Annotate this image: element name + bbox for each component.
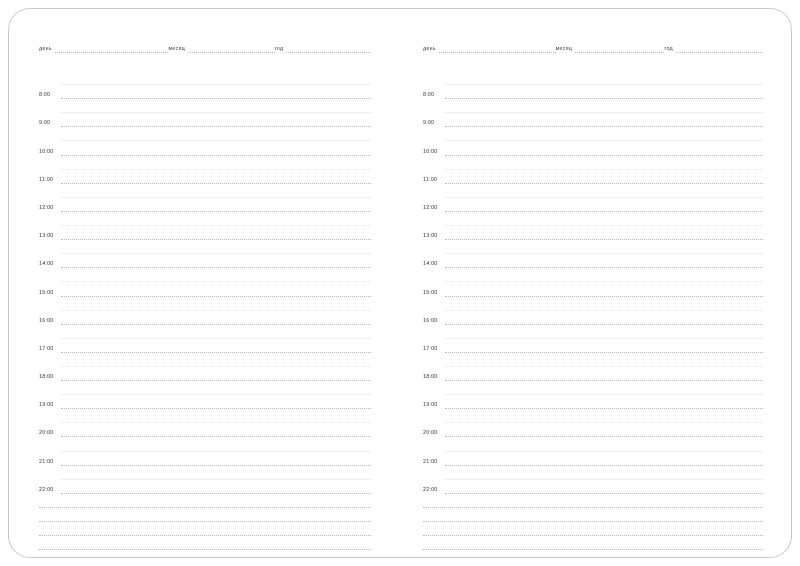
hour-label: 16:00: [423, 317, 438, 324]
month-label: месяц: [168, 46, 188, 53]
half-hour-rule: [445, 140, 763, 141]
half-hour-rule: [445, 451, 763, 452]
hour-label: 17:00: [423, 345, 438, 352]
month-field-right[interactable]: [556, 37, 665, 53]
hour-row[interactable]: [39, 184, 371, 212]
hour-row[interactable]: [39, 268, 371, 296]
hour-writing-line[interactable]: [445, 426, 763, 437]
year-field-right[interactable]: [664, 37, 763, 53]
hour-row[interactable]: [39, 240, 371, 268]
hour-row[interactable]: [39, 99, 371, 127]
hour-label: 22:00: [39, 486, 54, 493]
month-input-line[interactable]: [575, 43, 664, 53]
hour-label: 19:00: [39, 402, 54, 409]
half-hour-rule: [61, 479, 371, 480]
hour-writing-line[interactable]: [61, 314, 371, 325]
note-lines-right: [423, 494, 763, 550]
date-header-right: [423, 37, 763, 53]
hour-label: 8:00: [39, 92, 51, 99]
hour-label: 13:00: [423, 233, 438, 240]
hour-row[interactable]: [423, 466, 763, 494]
month-field-left[interactable]: [168, 37, 274, 53]
half-hour-rule: [61, 366, 371, 367]
hour-row[interactable]: [39, 325, 371, 353]
half-hour-rule: [445, 225, 763, 226]
hour-row[interactable]: [39, 353, 371, 381]
half-hour-rule: [61, 84, 371, 85]
hour-label: 20:00: [423, 430, 438, 437]
month-label: месяц: [556, 46, 576, 53]
hour-writing-line[interactable]: [61, 370, 371, 381]
hour-label: 22:00: [423, 486, 438, 493]
half-hour-rule: [61, 140, 371, 141]
right-page: [401, 9, 793, 559]
hour-label: 10:00: [39, 148, 54, 155]
hour-writing-line[interactable]: [445, 229, 763, 240]
hour-label: 10:00: [423, 148, 438, 155]
year-field-left[interactable]: [275, 37, 371, 53]
half-hour-rule: [445, 84, 763, 85]
hour-writing-line[interactable]: [445, 201, 763, 212]
half-hour-rule: [61, 310, 371, 311]
half-hour-rule: [61, 451, 371, 452]
half-hour-rule: [445, 366, 763, 367]
hour-row[interactable]: [423, 156, 763, 184]
hour-row[interactable]: [39, 71, 371, 99]
hour-label: 13:00: [39, 233, 54, 240]
hour-row[interactable]: [423, 184, 763, 212]
half-hour-rule: [445, 253, 763, 254]
note-row[interactable]: [39, 536, 371, 550]
month-input-line[interactable]: [188, 43, 275, 53]
half-hour-rule: [61, 197, 371, 198]
hour-writing-line[interactable]: [61, 286, 371, 297]
note-row[interactable]: [39, 494, 371, 508]
hour-row[interactable]: [423, 127, 763, 155]
hour-writing-line[interactable]: [445, 314, 763, 325]
hour-label: 11:00: [39, 176, 54, 183]
half-hour-rule: [61, 169, 371, 170]
hour-label: 14:00: [423, 261, 438, 268]
hour-label: 14:00: [39, 261, 54, 268]
hour-label: 21:00: [39, 458, 54, 465]
hour-row[interactable]: [39, 466, 371, 494]
hour-row[interactable]: [423, 240, 763, 268]
hour-row[interactable]: [39, 212, 371, 240]
hour-label: 18:00: [423, 374, 438, 381]
hour-label: 9:00: [39, 120, 51, 127]
half-hour-rule: [61, 422, 371, 423]
half-hour-rule: [445, 310, 763, 311]
day-field-right[interactable]: [423, 37, 556, 53]
note-writing-line[interactable]: [423, 549, 763, 550]
hour-label: 21:00: [423, 458, 438, 465]
hour-writing-line[interactable]: [61, 257, 371, 268]
hour-writing-line[interactable]: [445, 173, 763, 184]
note-row[interactable]: [39, 508, 371, 522]
hour-label: 20:00: [39, 430, 54, 437]
day-input-line[interactable]: [55, 43, 169, 53]
hour-writing-line[interactable]: [445, 257, 763, 268]
half-hour-rule: [445, 169, 763, 170]
hour-row[interactable]: [39, 409, 371, 437]
note-row[interactable]: [423, 508, 763, 522]
hour-writing-line[interactable]: [445, 116, 763, 127]
day-label: день: [39, 46, 55, 53]
hour-writing-line[interactable]: [445, 370, 763, 381]
year-input-line[interactable]: [286, 43, 371, 53]
hour-list-left: [39, 71, 371, 494]
hour-writing-line[interactable]: [61, 116, 371, 127]
half-hour-rule: [61, 281, 371, 282]
note-lines-left: [39, 494, 371, 550]
hour-label: 18:00: [39, 374, 54, 381]
hour-label: 12:00: [423, 204, 438, 211]
hour-row[interactable]: [423, 325, 763, 353]
half-hour-rule: [445, 112, 763, 113]
half-hour-rule: [445, 197, 763, 198]
hour-writing-line[interactable]: [61, 398, 371, 409]
half-hour-rule: [61, 112, 371, 113]
note-writing-line[interactable]: [39, 549, 371, 550]
hour-label: 19:00: [423, 402, 438, 409]
hour-writing-line[interactable]: [61, 201, 371, 212]
hour-row[interactable]: [423, 212, 763, 240]
hour-label: 11:00: [423, 176, 438, 183]
hour-row[interactable]: [423, 353, 763, 381]
hour-writing-line[interactable]: [61, 88, 371, 99]
hour-row[interactable]: [423, 268, 763, 296]
spread-columns: [9, 9, 793, 559]
hour-writing-line[interactable]: [61, 229, 371, 240]
year-label: год: [664, 46, 676, 53]
hour-writing-line[interactable]: [61, 342, 371, 353]
note-row[interactable]: [423, 536, 763, 550]
hour-label: 15:00: [423, 289, 438, 296]
hour-row[interactable]: [39, 437, 371, 465]
hour-writing-line[interactable]: [445, 483, 763, 494]
note-row[interactable]: [423, 522, 763, 536]
day-label: день: [423, 46, 439, 53]
half-hour-rule: [445, 338, 763, 339]
hour-row[interactable]: [423, 409, 763, 437]
year-input-line[interactable]: [676, 43, 763, 53]
half-hour-rule: [61, 394, 371, 395]
half-hour-rule: [61, 338, 371, 339]
half-hour-rule: [61, 253, 371, 254]
hour-row[interactable]: [423, 381, 763, 409]
hour-writing-line[interactable]: [445, 88, 763, 99]
hour-label: 16:00: [39, 317, 54, 324]
hour-writing-line[interactable]: [445, 398, 763, 409]
note-row[interactable]: [423, 494, 763, 508]
hour-row[interactable]: [39, 381, 371, 409]
hour-row[interactable]: [423, 99, 763, 127]
hour-writing-line[interactable]: [445, 342, 763, 353]
hour-writing-line[interactable]: [61, 455, 371, 466]
left-page: [9, 9, 401, 559]
page-card: [8, 8, 792, 558]
hour-writing-line[interactable]: [445, 145, 763, 156]
half-hour-rule: [445, 394, 763, 395]
hour-row[interactable]: [39, 297, 371, 325]
hour-label: 12:00: [39, 204, 54, 211]
hour-writing-line[interactable]: [61, 145, 371, 156]
half-hour-rule: [445, 281, 763, 282]
day-field-left[interactable]: [39, 37, 168, 53]
year-label: год: [275, 46, 287, 53]
note-row[interactable]: [39, 522, 371, 536]
hour-row[interactable]: [423, 297, 763, 325]
hour-label: 17:00: [39, 345, 54, 352]
hour-row[interactable]: [423, 71, 763, 99]
half-hour-rule: [61, 225, 371, 226]
hour-row[interactable]: [39, 127, 371, 155]
hour-list-right: [423, 71, 763, 494]
hour-writing-line[interactable]: [61, 173, 371, 184]
hour-writing-line[interactable]: [445, 455, 763, 466]
day-input-line[interactable]: [439, 43, 556, 53]
hour-writing-line[interactable]: [445, 286, 763, 297]
half-hour-rule: [445, 479, 763, 480]
hour-label: 8:00: [423, 92, 435, 99]
hour-row[interactable]: [39, 156, 371, 184]
hour-row[interactable]: [423, 437, 763, 465]
hour-writing-line[interactable]: [61, 483, 371, 494]
hour-writing-line[interactable]: [61, 426, 371, 437]
hour-label: 9:00: [423, 120, 435, 127]
hour-label: 15:00: [39, 289, 54, 296]
date-header-left: [39, 37, 371, 53]
half-hour-rule: [445, 422, 763, 423]
